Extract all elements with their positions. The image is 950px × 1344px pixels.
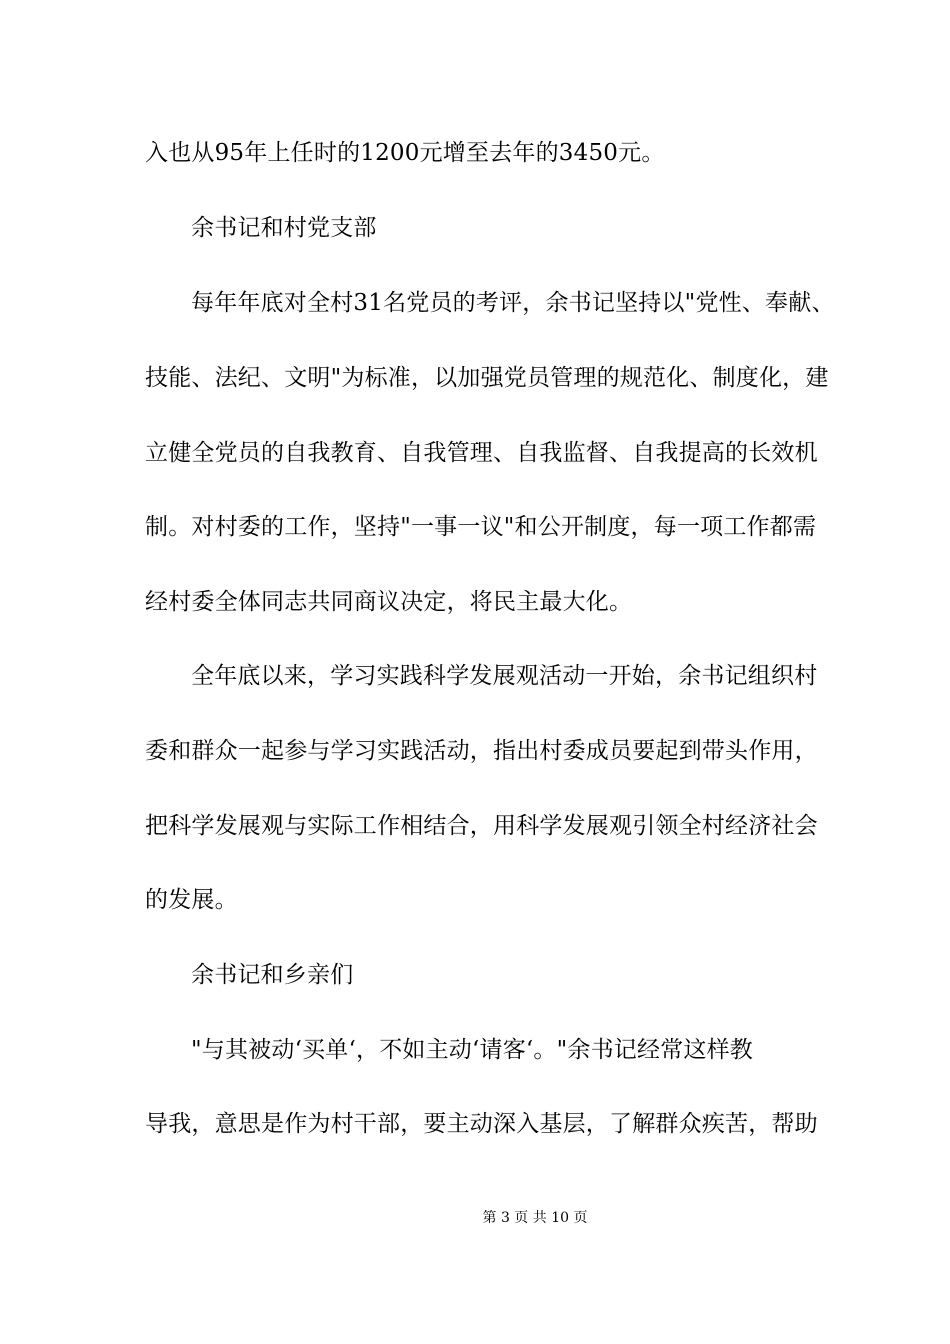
body-line-14: 导我，意思是作为村干部，要主动深入基层，了解群众疾苦，帮助 — [145, 1111, 818, 1137]
body-line-7: 经村委全体同志共同商议决定，将民主最大化。 — [145, 589, 633, 615]
body-line-9: 委和群众一起参与学习实践活动，指出村委成员要起到带头作用， — [145, 738, 818, 764]
body-line-11: 的发展。 — [145, 887, 238, 913]
section-heading-villagers: 余书记和乡亲们 — [191, 962, 354, 988]
section-heading-party-branch: 余书记和村党支部 — [191, 215, 377, 241]
body-line-6: 制。对村委的工作，坚持"一事一议"和公开制度，每一项工作都需 — [145, 514, 817, 540]
body-line-3: 每年年底对全村31名党员的考评，余书记坚持以"党性、奉献、 — [191, 290, 835, 316]
body-line-10: 把科学发展观与实际工作相结合，用科学发展观引领全村经济社会 — [145, 813, 818, 839]
page-number-footer: 第 3 页 共 10 页 — [482, 1210, 588, 1226]
body-line-8: 全年底以来，学习实践科学发展观活动一开始，余书记组织村 — [191, 663, 818, 689]
body-line-13: "与其被动‘买单‘，不如主动‘请客‘。"余书记经常这样教 — [191, 1037, 754, 1063]
body-line-1: 入也从95年上任时的1200元增至去年的3450元。 — [145, 140, 665, 166]
body-line-5: 立健全党员的自我教育、自我管理、自我监督、自我提高的长效机 — [145, 440, 818, 466]
body-line-4: 技能、法纪、文明"为标准，以加强党员管理的规范化、制度化，建 — [145, 365, 829, 391]
